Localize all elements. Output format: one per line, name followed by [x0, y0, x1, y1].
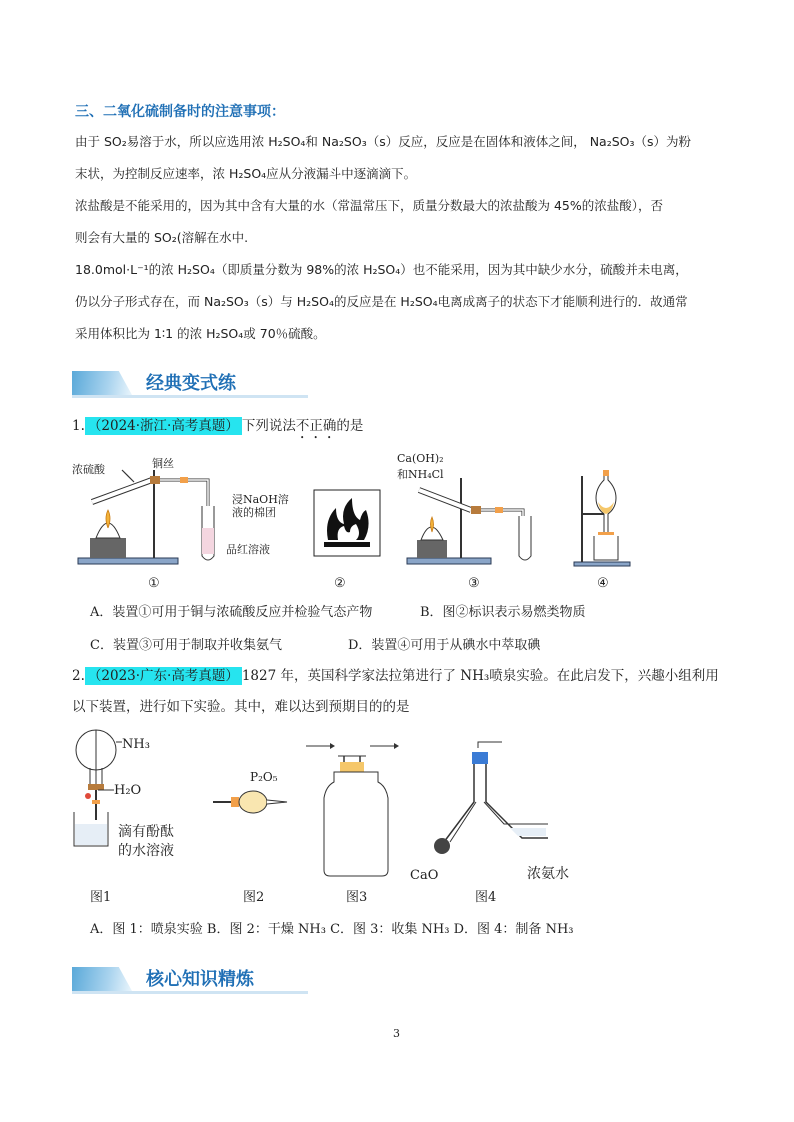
section-header-knowledge [72, 964, 308, 994]
label-phenolphthalein-2: 的水溶液 [118, 843, 174, 859]
label-calcium-oxide: CaO [410, 868, 439, 883]
options-row: A．图 1：喷泉实验 B．图 2：干燥 NH₃ C．图 3：收集 NH₃ D．图 4：制备 NH₃ [90, 922, 574, 937]
option-d: D．装置④可用于从碘水中萃取碘 [348, 638, 541, 653]
question-2-stem [72, 664, 719, 684]
header-title: 核心知识精炼 [146, 969, 254, 990]
label-naoh-line2: 液的棉团 [232, 506, 276, 519]
header-decoration [72, 967, 132, 991]
stem-text: 下列说法 [241, 418, 296, 434]
label-phenolphthalein-1: 滴有酚酞 [118, 824, 174, 840]
stem-text: 的是 [336, 418, 364, 434]
option-b: B．图②标识表示易燃类物质 [420, 605, 586, 620]
figure-caption: 图1 [90, 890, 112, 905]
label-conc-sulfuric-acid: 浓硫酸 [72, 463, 105, 476]
paragraph-line: 浓盐酸是不能采用的，因为其中含有大量的水（常温常压下，质量分数最大的浓盐酸为 45%的浓盐酸），否 [75, 198, 664, 213]
flammable-hazard-icon [314, 490, 380, 556]
option-a: A．装置①可用于铜与浓硫酸反应并检验气态产物 [90, 605, 373, 620]
paragraph-line: 末状，为控制反应速率，浓 H₂SO₄应从分液漏斗中逐滴滴下。 [75, 166, 417, 181]
stem-text: 1827 年，英国科学家法拉第进行了 NH₃喷泉实验。在此启发下，兴趣小组利用 [241, 668, 719, 684]
figure-caption: ① [148, 576, 160, 591]
figure-caption: ② [334, 576, 346, 591]
paragraph-line: 采用体积比为 1∶1 的浓 H₂SO₄或 70％硫酸。 [75, 326, 326, 341]
header-decoration [72, 371, 132, 395]
page-number: 3 [393, 1027, 400, 1040]
question-2-stem-line2: 以下装置，进行如下实验。其中，难以达到预期目的的是 [72, 699, 410, 715]
figure-caption: 图3 [346, 890, 368, 905]
label-copper-wire: 铜丝 [152, 457, 174, 470]
y-tube-diagram [430, 742, 550, 862]
exam-source-tag: （2024·浙江·高考真题） [85, 417, 242, 435]
paragraph-line: 由于 SO₂易溶于水，所以应选用浓 H₂SO₄和 Na₂SO₃（s）反应，反应是在固体和液体之间， Na₂SO₃（s）为粉 [75, 134, 692, 149]
emphasis-text: 不正确 [295, 418, 337, 434]
paragraph-line: 仍以分子形式存在，而 Na₂SO₃（s）与 H₂SO₄的反应是在 H₂SO₄电离成离子的状态下才能顺利进行的．故通常 [75, 294, 688, 309]
label-p2o5: P₂O₅ [250, 770, 278, 784]
figure-caption: ③ [468, 576, 480, 591]
label-calcium-hydroxide: Ca(OH)₂ [397, 452, 444, 465]
apparatus-4-diagram [574, 470, 634, 566]
label-conc-ammonia: 浓氨水 [527, 866, 569, 882]
question-number: 1. [72, 418, 85, 434]
question-number: 2. [72, 668, 85, 684]
paragraph-line: 18.0mol·L⁻¹的浓 H₂SO₄（即质量分数为 98%的浓 H₂SO₄）也不能采用，因为其中缺少水分，硫酸并未电离， [75, 262, 688, 277]
header-underline [72, 395, 308, 398]
question-1-stem [72, 414, 363, 442]
drying-tube-diagram [213, 788, 287, 818]
header-title: 经典变式练 [146, 373, 236, 394]
label-naoh-line1: 浸NaOH溶 [232, 493, 289, 506]
gas-collection-bottle-diagram [300, 742, 410, 880]
section-header-practice [72, 368, 308, 398]
option-c: C．装置③可用于制取并收集氨气 [90, 638, 282, 653]
header-underline [72, 991, 308, 994]
label-water: H₂O [114, 783, 142, 798]
exam-source-tag: （2023·广东·高考真题） [85, 667, 242, 685]
figure-caption: 图2 [243, 890, 265, 905]
label-magenta-solution: 品红溶液 [226, 543, 270, 556]
paragraph-line: 则会有大量的 SO₂(溶解在水中. [75, 230, 249, 245]
figure-caption: ④ [597, 576, 609, 591]
label-ammonium-chloride: 和NH₄Cl [397, 468, 444, 481]
section-title: 三、二氧化硫制备时的注意事项： [75, 104, 285, 120]
label-ammonia-gas: NH₃ [122, 737, 150, 752]
figure-caption: 图4 [475, 890, 497, 905]
